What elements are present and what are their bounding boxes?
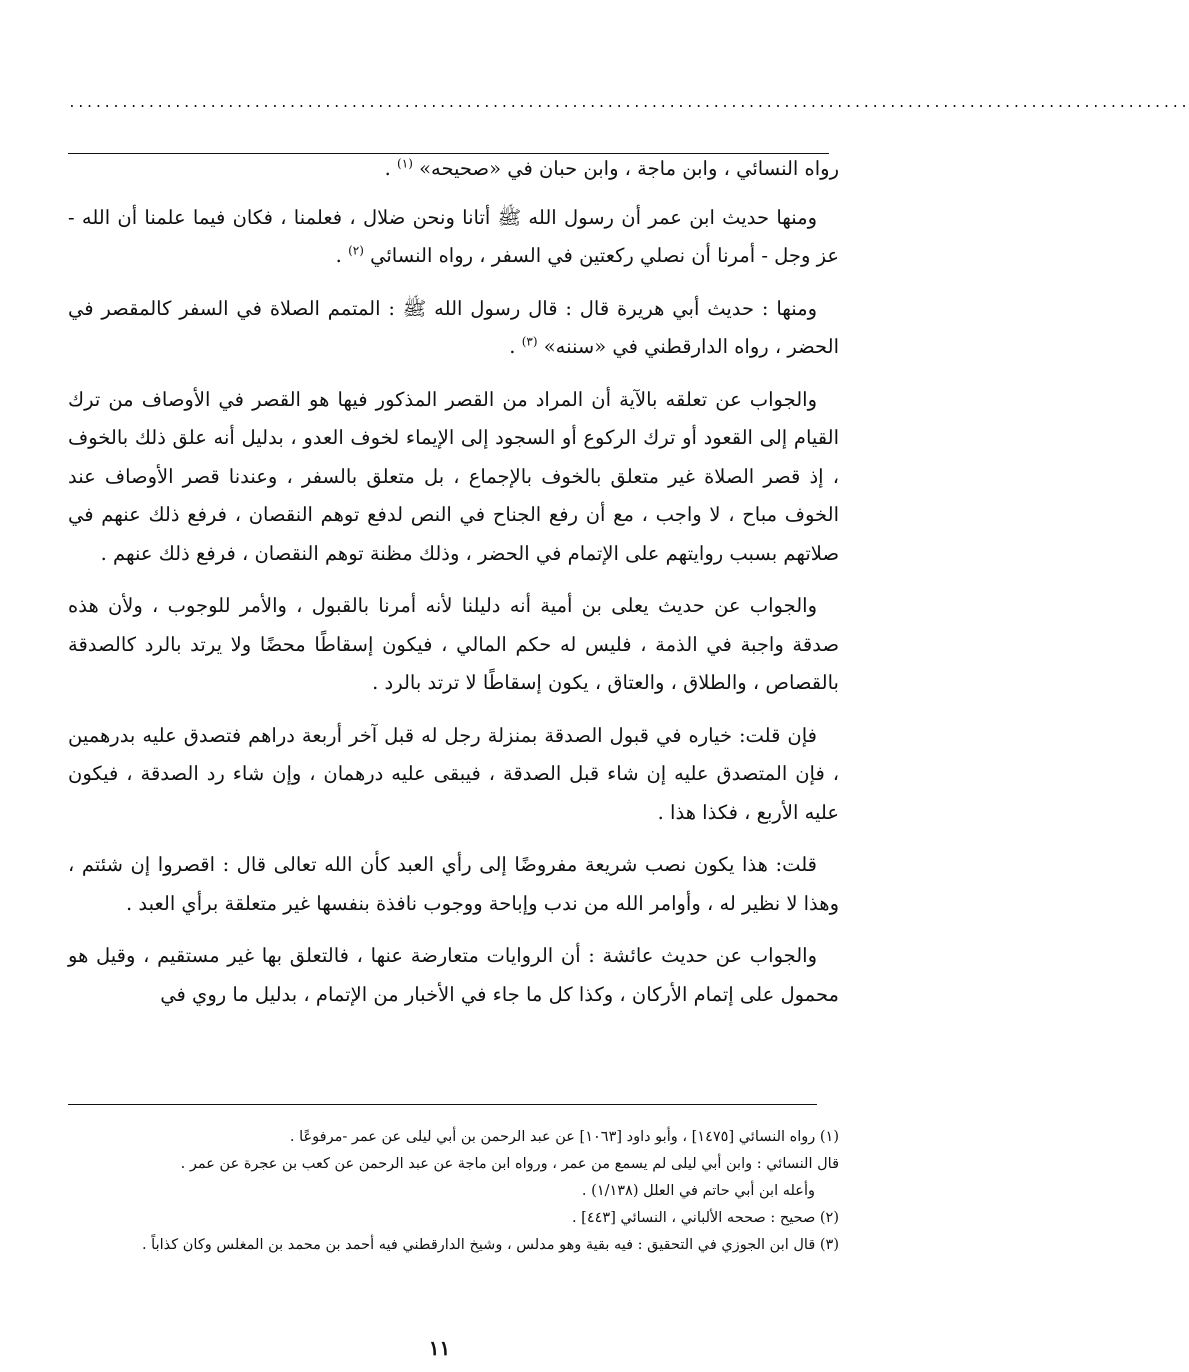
paragraph-7	[68, 846, 839, 923]
footnotes	[68, 1124, 839, 1259]
footnote-3: (٣) قال ابن الجوزي في التحقيق : فيه بقية وهو مدلس ، وشيخ الدارقطني فيه أحمد بن محمد بن المغلس وكان كذاباً .	[141, 1237, 839, 1253]
paragraph-1-text: رواه النسائي ، وابن ماجة ، وابن حبان في «صحيحه»	[419, 157, 839, 180]
paragraph-1-end: .	[384, 157, 398, 180]
footnote-1: (١) رواه النسائي [١٤٧٥] ، وأبو داود [١٠٦٣] عن عبد الرحمن بن أبي ليلى عن عمر -مرفوعًا .	[289, 1129, 839, 1145]
footnote-1-continued: قال النسائي : وابن أبي ليلى لم يسمع من عمر ، ورواه ابن ماجة عن عبد الرحمن عن كعب بن عجرة عن عمر .	[180, 1156, 839, 1172]
paragraph-7-text: قلت: هذا يكون نصب شريعة مفروضًا إلى رأي العبد كأن الله تعالى قال : اقصروا إن شئتم ، وهذا لا نظير له ، وأوامر الله من ندب وإباحة ووجوب نافذة بنفسها غير متعلقة برأي العبد .	[68, 853, 839, 915]
footnote-separator	[68, 1104, 817, 1105]
paragraph-2	[68, 199, 839, 276]
header-dotted-line: ...............................................................................................................................	[68, 96, 1189, 111]
footnote-ref-3: (٣)	[521, 334, 538, 349]
paragraph-3	[68, 290, 839, 367]
footnote-1-continued-2: وأعله ابن أبي حاتم في العلل (١/١٣٨) .	[581, 1183, 815, 1199]
paragraph-5-text: والجواب عن حديث يعلى بن أمية أنه دليلنا لأنه أمرنا بالقبول ، والأمر للوجوب ، ولأن هذه صدقة واجبة في الذمة ، فليس له حكم المالي ، فيكون إسقاطًا محضًا ولا يرتد بالرد كالصدقة بالقصاص ، والطلاق ، والعتاق ، يكون إسقاطًا لا ترتد بالرد .	[68, 594, 839, 694]
paragraph-6-text: فإن قلت: خياره في قبول الصدقة بمنزلة رجل له قبل آخر أربعة دراهم فتصدق عليه بدرهمين ، فإن المتصدق عليه إن شاء قبل الصدقة ، فيبقى عليه درهمان ، وإن شاء رد الصدقة ، فيكون عليه الأربع ، فكذا هذا .	[68, 723, 839, 824]
paragraph-4-text: والجواب عن تعلقه بالآية أن المراد من القصر المذكور فيها هو القصر في الأوصاف من ترك القيام إلى القعود أو ترك الركوع أو السجود إلى الإيماء لخوف العدو ، بدليل أنه علق ذلك بالخوف ، إذ قصر الصلاة غير متعلق بالخوف بالإجماع ، بل متعلق بالسفر ، وعندنا قصر الأوصاف عند الخوف مباح ، لا واجب ، مع أن رفع الجناح في النص لدفع توهم النقصان ، فرفع ذلك عنهم في صلاتهم بسبب روايتهم على الإتمام في الحضر ، وذلك مظنة توهم النقصان ، فرفع ذلك عنهم .	[68, 387, 839, 565]
page-number: ١١	[428, 1336, 451, 1360]
paragraph-8	[68, 937, 839, 1014]
paragraph-3-text: ومنها : حديث أبي هريرة قال : قال رسول الله ﷺ : المتمم الصلاة في السفر كالمقصر في الحضر ، رواه الدارقطني في «سننه»	[68, 296, 839, 358]
footnote-ref-1: (١)	[397, 156, 413, 171]
paragraph-2-end: .	[335, 244, 349, 267]
paragraph-8-text: والجواب عن حديث عائشة : أن الروايات متعارضة عنها ، فالتعلق بها غير مستقيم ، وقيل هو محمول على إتمام الأركان ، وكذا كل ما جاء في الأخبار من الإتمام ، بدليل ما روي في	[68, 944, 839, 1006]
paragraph-4	[68, 381, 839, 574]
paragraph-2-text: ومنها حديث ابن عمر أن رسول الله ﷺ أتانا ونحن ضلال ، فعلمنا ، فكان فيما علمنا أن الله - عز وجل - أمرنا أن نصلي ركعتين في السفر ، رواه النسائي	[68, 205, 839, 267]
paragraph-1	[68, 150, 839, 189]
paragraph-5	[68, 587, 839, 703]
paragraph-3-end: .	[509, 335, 522, 358]
footnote-2: (٢) صحيح : صححه الألباني ، النسائي [٤٤٣] .	[571, 1210, 839, 1226]
main-text	[68, 150, 839, 1028]
paragraph-6	[68, 717, 839, 833]
footnote-ref-2: (٢)	[348, 243, 364, 258]
